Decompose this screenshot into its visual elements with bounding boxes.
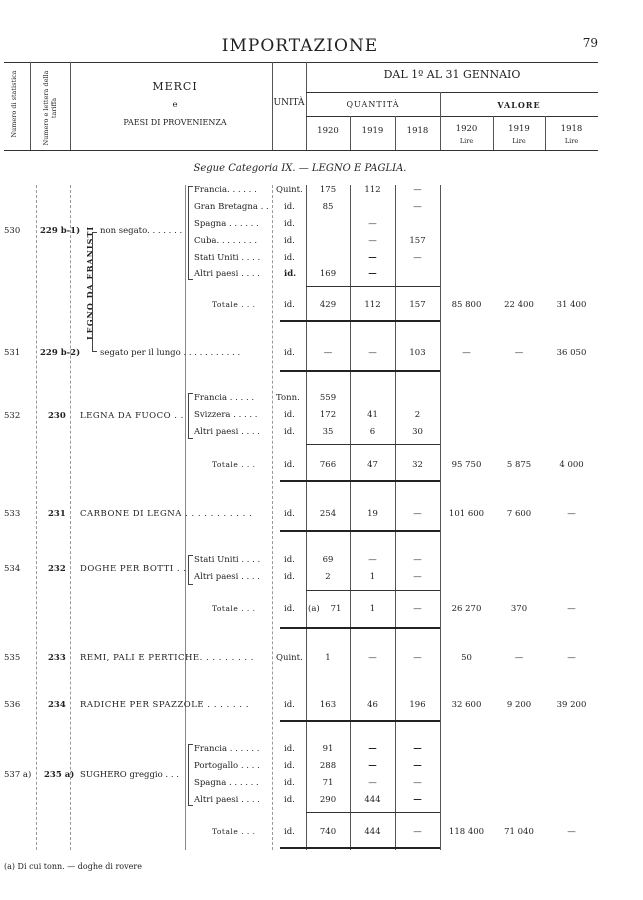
col-header-paesi: PAESI DI PROVENIENZA [123, 118, 227, 127]
col-header-num-statistica: Numero di statistica [10, 70, 18, 138]
country-label: Altri paesi . . . . [194, 572, 260, 582]
tariff-number: 235 a) [44, 770, 75, 780]
col-year-v1920: 1920 [455, 124, 478, 134]
qty-1920: 175 [319, 185, 337, 195]
stat-number: 533 [4, 509, 21, 519]
total-val-1918: — [567, 604, 576, 614]
unit-label: id. [284, 348, 295, 358]
val-1918: 36 050 [556, 348, 587, 358]
qty-1920: 290 [319, 795, 337, 805]
total-qty-1919: 47 [367, 460, 378, 470]
entry-desc: REMI, PALI E PERTICHE. . . . . . . . . [80, 653, 255, 663]
qty-1918: — [413, 653, 422, 663]
footnote: (a) Di cui tonn. — doghe di rovere [4, 862, 142, 871]
total-label: Totale . . . [212, 827, 256, 836]
qty-1919: 444 [364, 795, 381, 805]
tariff-number: 234 [48, 700, 66, 710]
unit-label: id. [284, 572, 295, 582]
stat-number: 530 [4, 226, 21, 236]
val-1919: — [514, 653, 524, 663]
qty-1919: — [368, 555, 377, 565]
qty-1920: 169 [319, 269, 337, 279]
qty-1919: 6 [369, 427, 376, 437]
country-label: Spagna . . . . . . [194, 778, 259, 788]
qty-1919: 1 [369, 572, 376, 582]
tariff-number: 231 [48, 509, 66, 519]
unit-label: id. [284, 236, 295, 246]
country-label: Gran Bretagna . . [194, 202, 269, 212]
col-year-v1919: 1919 [508, 124, 530, 134]
val-1918: — [567, 653, 576, 663]
col-year-v1918: 1918 [560, 124, 583, 134]
unit-label: id. [284, 509, 295, 519]
qty-1918: — [413, 744, 422, 754]
qty-1918: — [413, 253, 422, 263]
col-year-q1920: 1920 [317, 126, 339, 136]
entry-desc: CARBONE DI LEGNA . . . . . . . . . . . [80, 509, 253, 519]
total-val-1920: 118 400 [448, 827, 485, 837]
val-1919: 7 600 [506, 509, 532, 519]
unit-label: Quint. [276, 185, 303, 195]
country-label: Francia . . . . . [194, 393, 255, 403]
total-val-1920: 95 750 [451, 460, 482, 470]
col-year-q1919: 1919 [361, 126, 384, 136]
country-label: Spagna . . . . . . [194, 219, 259, 229]
total-val-1918: — [567, 827, 576, 837]
entry-desc: SUGHERO greggio . . . [80, 770, 179, 780]
country-label: Stati Uniti . . . . [194, 555, 261, 565]
stat-number: 536 [4, 700, 21, 710]
unit-label: id. [284, 795, 295, 805]
total-val-1919: 22 400 [504, 300, 534, 310]
country-label: Stati Uniti . . . . [194, 253, 261, 263]
country-label: Altri paesi . . . . [194, 269, 260, 279]
tariff-number: 233 [48, 653, 66, 663]
val-1918: 39 200 [556, 700, 587, 710]
country-label: Cuba. . . . . . . . [194, 236, 258, 246]
unit-label: id. [284, 555, 295, 565]
country-label: Svizzera . . . . . [194, 410, 258, 420]
unit-label: id. [284, 604, 295, 614]
val-1918: — [567, 509, 576, 519]
total-val-1919: 370 [510, 604, 528, 614]
total-val-1919: 5 875 [506, 460, 532, 470]
qty-1918: — [413, 185, 422, 195]
qty-1920: 288 [319, 761, 337, 771]
qty-1918: 103 [409, 348, 426, 358]
unit-label: id. [284, 460, 295, 470]
qty-1920: 71 [322, 778, 334, 788]
qty-1918: — [413, 778, 422, 788]
qty-1919: — [368, 744, 377, 754]
val-1919: 9 200 [506, 700, 532, 710]
unit-label: id. [284, 778, 295, 788]
country-label: Altri paesi . . . . [194, 795, 260, 805]
val-1920: 50 [461, 653, 472, 663]
total-val-1918: 31 400 [556, 300, 587, 310]
unit-label: id. [284, 827, 295, 837]
page-title: IMPORTAZIONE [221, 36, 379, 56]
country-label: Francia . . . . . . [194, 744, 260, 754]
category-heading: Segue Categoria IX. — LEGNO E PAGLIA. [193, 163, 407, 174]
qty-1918: 30 [412, 427, 423, 437]
unit-label: id. [284, 219, 295, 229]
qty-1920: — [323, 348, 333, 358]
total-val-1918: 4 000 [559, 460, 584, 470]
col-header-period: DAL 1º AL 31 GENNAIO [383, 68, 521, 81]
qty-1920: 69 [322, 555, 334, 565]
qty-1919: 19 [367, 509, 378, 519]
val-1920: 32 600 [451, 700, 482, 710]
total-qty-1919: 1 [369, 604, 376, 614]
stat-number: 531 [4, 348, 21, 358]
unit-label: id. [284, 253, 295, 263]
qty-1920: 559 [319, 393, 337, 403]
qty-1918: — [413, 202, 422, 212]
qty-1920: 85 [322, 202, 334, 212]
total-qty-1918: — [413, 604, 422, 614]
qty-1919: — [368, 653, 377, 663]
total-qty-1920: 71 [330, 604, 342, 614]
total-qty-1918: 32 [412, 460, 423, 470]
stat-number: 534 [4, 564, 21, 574]
footnote-marker: (a) [308, 604, 320, 614]
qty-1919: — [368, 348, 377, 358]
unit-label: id. [284, 744, 295, 754]
qty-1919: — [368, 269, 377, 279]
qty-1919: — [368, 236, 377, 246]
total-val-1920: 85 800 [451, 300, 482, 310]
col-header-e: e [172, 100, 178, 110]
unit-label: id. [284, 300, 295, 310]
total-label: Totale . . . [212, 460, 256, 469]
total-qty-1920: 429 [319, 300, 337, 310]
total-qty-1920: 766 [319, 460, 337, 470]
entry-desc: RADICHE PER SPAZZOLE . . . . . . . [80, 700, 249, 710]
country-label: Altri paesi . . . . [194, 427, 260, 437]
qty-1920: 254 [319, 509, 337, 519]
total-val-1919: 71 040 [504, 827, 534, 837]
val-1919: — [514, 348, 524, 358]
col-lire-1918: Lire [564, 137, 579, 145]
total-qty-1919: 444 [364, 827, 381, 837]
qty-1918: — [413, 509, 422, 519]
tariff-number: 230 [48, 411, 66, 421]
col-header-merci: MERCI [152, 80, 198, 93]
total-val-1920: 26 270 [451, 604, 482, 614]
stat-number: 537 a) [4, 770, 32, 780]
country-label: Francia. . . . . . [194, 185, 257, 195]
total-qty-1919: 112 [364, 300, 381, 310]
qty-1919: — [368, 761, 377, 771]
tariff-number: 229 b-2) [40, 348, 81, 358]
col-lire-1919: Lire [512, 137, 526, 145]
qty-1918: 196 [409, 700, 426, 710]
tariff-number: 229 b-1) [40, 226, 81, 236]
col-year-q1918: 1918 [406, 126, 429, 136]
total-qty-1918: 157 [409, 300, 426, 310]
total-label: Totale . . . [212, 300, 256, 309]
entry-desc: DOGHE PER BOTTI . . [80, 564, 187, 574]
qty-1919: — [368, 219, 377, 229]
tariff-number: 232 [48, 564, 66, 574]
qty-1920: 35 [322, 427, 334, 437]
col-header-unita: UNITÀ [273, 98, 305, 108]
group-label-legno-da-ebanisti: LEGNO DA EBANISTI [85, 225, 95, 340]
qty-1919: 46 [367, 700, 378, 710]
qty-1920: 91 [322, 744, 334, 754]
qty-1918: — [413, 795, 422, 805]
qty-1918: — [413, 761, 422, 771]
qty-1919: — [368, 778, 377, 788]
unit-label: Quint. [276, 653, 303, 663]
qty-1919: 41 [367, 410, 378, 420]
country-label: Portogallo . . . . [194, 761, 260, 771]
qty-1920: 163 [319, 700, 337, 710]
qty-1918: — [413, 555, 422, 565]
unit-label: id. [284, 761, 295, 771]
qty-1918: 157 [409, 236, 426, 246]
page-number: 79 [582, 36, 598, 50]
unit-label: id. [284, 700, 295, 710]
qty-1919: 112 [364, 185, 381, 195]
qty-1920: 1 [325, 653, 331, 663]
stat-number: 535 [4, 653, 21, 663]
col-header-valore: VALORE [497, 100, 541, 110]
val-1920: 101 600 [448, 509, 485, 519]
qty-1918: 2 [414, 410, 421, 420]
total-label: Totale . . . [212, 604, 256, 613]
qty-1920: 2 [325, 572, 331, 582]
unit-label: id. [284, 427, 295, 437]
unit-label: id. [284, 269, 297, 279]
qty-1919: — [368, 253, 377, 263]
qty-1920: 172 [319, 410, 337, 420]
stat-number: 532 [4, 411, 21, 421]
qty-1918: — [413, 572, 422, 582]
col-header-quantita: QUANTITÀ [346, 100, 400, 109]
unit-label: id. [284, 410, 295, 420]
total-qty-1918: — [413, 827, 422, 837]
entry-desc: segato per il lungo . . . . . . . . . . . [100, 348, 241, 358]
entry-desc: non segato. . . . . . . [100, 226, 183, 236]
entry-desc: LEGNA DA FUOCO . . [80, 411, 184, 421]
val-1920: — [462, 348, 471, 358]
unit-label: Tonn. [276, 393, 300, 403]
unit-label: id. [284, 202, 295, 212]
col-lire-1920: Lire [459, 137, 474, 145]
col-header-num-tariffa: Numero e lettera della tariffa [42, 70, 58, 146]
total-qty-1920: 740 [319, 827, 337, 837]
